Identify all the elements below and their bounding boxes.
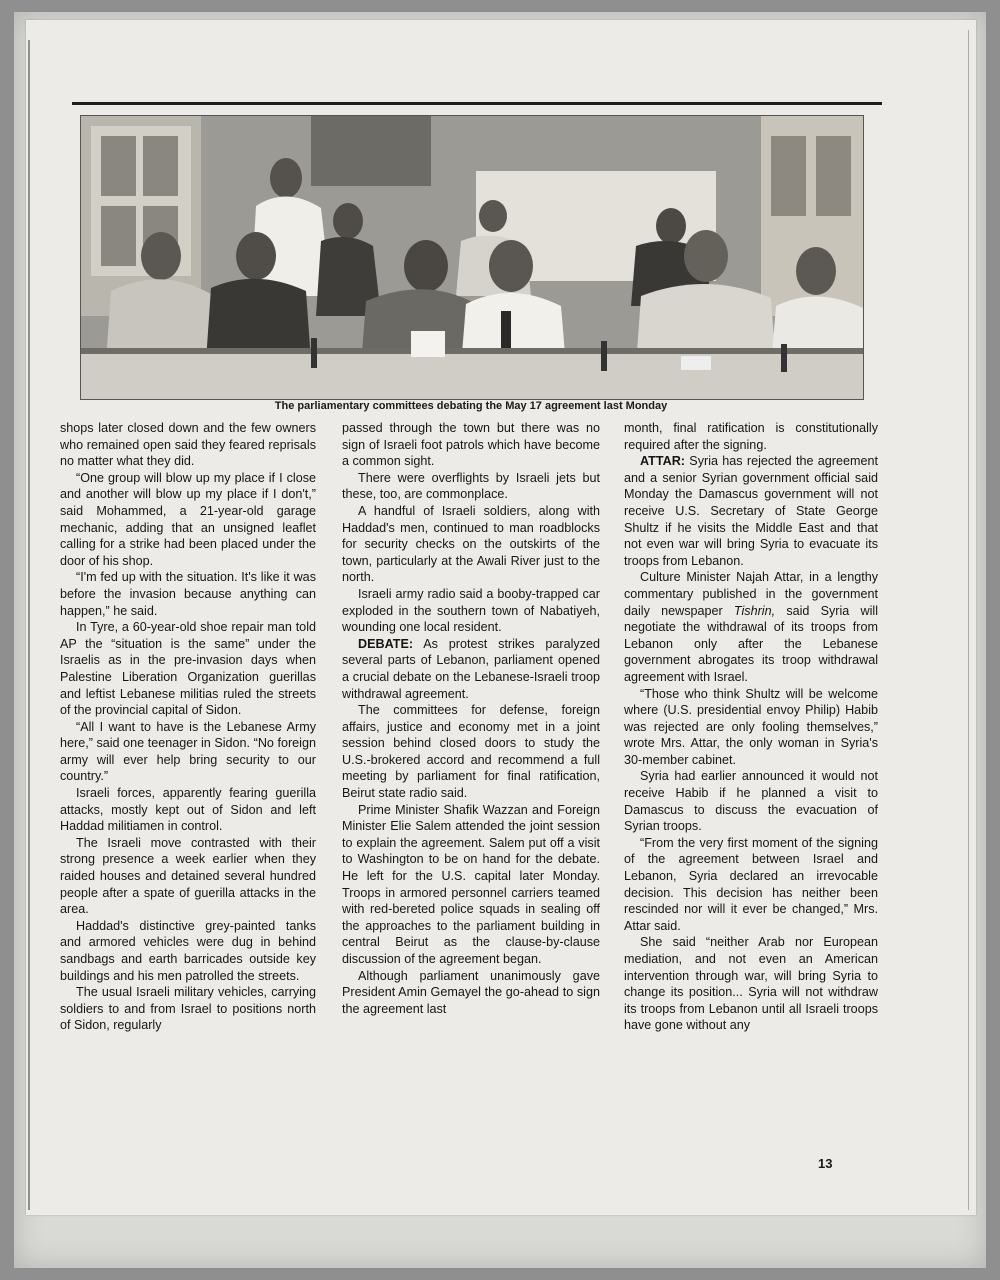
paragraph-debate: DEBATE: As protest strikes paralyzed several parts of Lebanon, parliament opened a crucial debate on the Lebanese-Israeli troop withdrawal agreement.: [342, 636, 600, 701]
paragraph: Haddad's distinctive grey-painted tanks and armored vehicles were dug in behind sandbags and earth barricades outside key buildings and his men patrolled the streets.: [60, 918, 316, 983]
paragraph: Culture Minister Najah Attar, in a lengthy commentary published in the government daily newspaper Tishrin, said Syria will negotiate the withdrawal of its troops from Lebanon only after the Lebanese government abrogates its troop withdrawal agreement with Israel.: [624, 570, 878, 684]
article-column-3: [624, 420, 878, 1034]
photo-image: [81, 116, 863, 399]
clip-edge-left: [28, 40, 30, 1210]
paragraph: Israeli forces, apparently fearing guerilla attacks, mostly kept out of Sidon and left Haddad militiamen in control.: [60, 786, 316, 834]
paragraph: She said “neither Arab nor European mediation, and not even an American intervention through war, will bring Syria to change its position... Syria will not withdraw its troops from Lebanon until all Israeli troops have gone without any: [624, 935, 878, 1033]
newspaper-name: Tishrin,: [733, 603, 776, 618]
page-number: 13: [818, 1156, 833, 1171]
subhead-attar: ATTAR:: [640, 454, 685, 469]
paragraph: “One group will blow up my place if I close and another will blow up my place if I don't,” said Mohammed, a 21-year-old garage mechanic, adding that an unsigned leaflet calling for a strike had been placed under the door of his shop.: [60, 470, 316, 568]
parliament-photo: [80, 115, 864, 400]
paragraph: Israeli army radio said a booby-trapped car exploded in the southern town of Nabatiyeh, wounding one local resident.: [342, 586, 600, 635]
paragraph: month, final ratification is constitutionally required after the signing.: [624, 421, 878, 452]
paragraph: Although parliament unanimously gave President Amin Gemayel the go-ahead to sign the agreement last: [342, 968, 600, 1016]
paragraph: “Those who think Shultz will be welcome where (U.S. presidential envoy Philip) Habib was rejected are only fooling themselves,” wrote Mrs. Attar, the only woman in Syria's 30-member cabinet.: [624, 686, 878, 767]
clip-edge-right: [968, 30, 969, 1210]
paragraph: The Israeli move contrasted with their strong presence a week earlier when they raided houses and detained several hundred people after a spate of guerilla attacks in the area.: [60, 835, 316, 917]
subhead-debate: DEBATE:: [358, 636, 414, 651]
paragraph: Syria had earlier announced it would not receive Habib if he planned a visit to Damascus to discuss the evacuation of Syrian troops.: [624, 769, 878, 834]
paragraph: Prime Minister Shafik Wazzan and Foreign Minister Elie Salem attended the joint session to explain the agreement. Salem put off a visit to Washington to be on hand for the debate. He left for the U.S. capital later Monday. Troops in armored personnel carriers teamed with red-bereted police squads in sealing off the approaches to the parliament building in central Beirut as the clause-by-clause discussion of the agreement began.: [342, 802, 600, 966]
paragraph: The usual Israeli military vehicles, carrying soldiers to and from Israel to positions north of Sidon, regularly: [60, 985, 316, 1033]
paragraph: “From the very first moment of the signing of the agreement between Israel and Lebanon, Syria declared an irrevocable decision. This decision has neither been rescinded nor will it ever be changed,” Mrs. Attar said.: [624, 835, 878, 933]
article-column-1: [60, 420, 316, 1034]
paragraph: In Tyre, a 60-year-old shoe repair man told AP the “situation is the same” under the Israelis as in the pre-invasion days when Palestine Liberation Organization guerillas and leftist Lebanese militias ruled the streets of the provincial capital of Sidon.: [60, 620, 316, 718]
article-column-2: [342, 420, 600, 1017]
paragraph: “I'm fed up with the situation. It's like it was before the invasion because anything can happen,” he said.: [60, 570, 316, 618]
paragraph: The committees for defense, foreign affairs, justice and economy met in a joint session behind closed doors to study the U.S.-brokered accord and recommend a full meeting by parliament for final ratification, Beirut state radio said.: [342, 703, 600, 801]
paragraph: A handful of Israeli soldiers, along with Haddad's men, continued to man roadblocks for security checks on the outskirts of the town, particularly at the Awali River just to the north.: [342, 503, 600, 585]
paragraph: shops later closed down and the few owners who remained open said they feared reprisals no matter what they did.: [60, 421, 316, 469]
paragraph: There were overflights by Israeli jets but these, too, are commonplace.: [342, 470, 600, 502]
paragraph: “All I want to have is the Lebanese Army here,” said one teenager in Sidon. “No foreign army will ever help bring security to our country.”: [60, 719, 316, 784]
photo-caption: The parliamentary committees debating the May 17 agreement last Monday: [274, 400, 668, 412]
paragraph: passed through the town but there was no sign of Israeli foot patrols which have become a common sight.: [342, 421, 600, 469]
top-rule: [72, 102, 882, 105]
paragraph-attar: ATTAR: Syria has rejected the agreement and a senior Syrian government official said Monday the Damascus government will not receive U.S. Secretary of State George Shultz if he visits the Middle East and that not even war will bring Syria to evacuate its troops from Lebanon.: [624, 454, 878, 568]
